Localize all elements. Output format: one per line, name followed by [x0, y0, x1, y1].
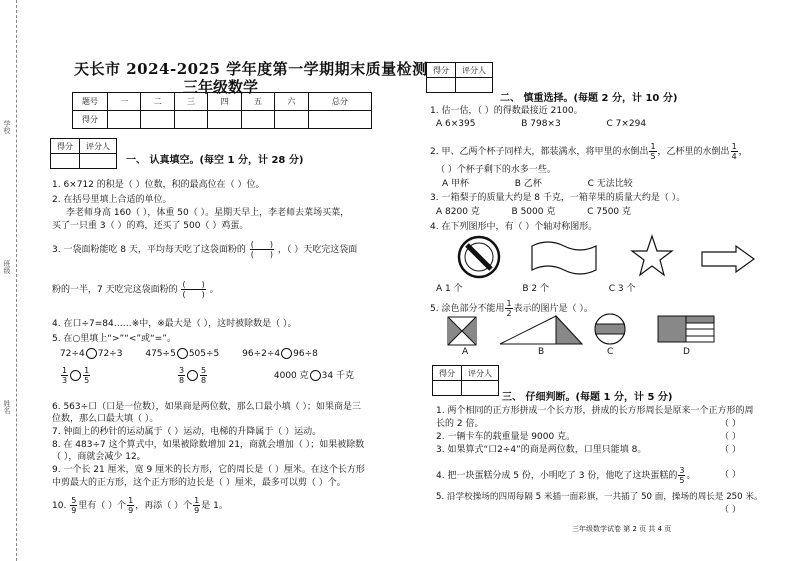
s1-q5: 5. 在○里填上“>”“<”或“=”。 [52, 334, 176, 344]
score-header-cell: 一 [108, 93, 141, 111]
picture-d [656, 314, 718, 344]
section1-score-box [50, 138, 117, 169]
margin-school: 学校 [3, 120, 11, 134]
arrow-figure [700, 244, 756, 274]
s1-q9a: 9. 一个长 21 厘米，宽 9 厘米的长方形，它的周长是（ ）厘米。在这个长方形 [52, 465, 365, 475]
score-header-cell: 总分 [308, 93, 371, 111]
picture-a [440, 316, 490, 346]
star-figure [630, 234, 674, 278]
score-header-cell: 三 [174, 93, 207, 111]
binding-line [16, 0, 18, 561]
section3-score-box [432, 365, 499, 396]
compare-circle [86, 348, 97, 359]
score-header-cell: 六 [275, 93, 308, 111]
s1-q10: 10. $\frac{5}{9}$ 里有（ ）个 $\frac{1}{9}$ ，再添（ ）个 $\frac{1}{9}$ 是 1。 [52, 496, 228, 515]
s2-q5: 5. 涂色部分不能用 $\frac{1}{2}$ 表示的图片是（ ）。 [430, 299, 593, 318]
picture-b [496, 314, 586, 346]
s2-q2: 2. 甲、乙两个杯子同样大，都装满水，将甲里的水倒出 $\frac{1}{5}$ ，乙杯里的水倒出 $\frac{1}{4}$ ， [430, 142, 748, 161]
grader-box-label: 评分人 [462, 366, 499, 381]
section2-score-box [426, 62, 493, 93]
s2-q4: 4. 在下列图形中，有（ ）个轴对称图形。 [430, 222, 598, 232]
score-box-label: 得分 [51, 139, 80, 154]
s2-q3: 3. 一箱梨子的质量大约是 8 千克，一箱苹果的质量大约是（ ）。 [430, 193, 686, 203]
no-sign-figure [454, 234, 504, 280]
compare-circle [281, 348, 292, 359]
margin-name: 姓名 [3, 400, 11, 414]
s3-q5: 5. 沿学校操场的四周每隔 5 米插一面彩旗，一共插了 50 面，操场的周长是 250 米。 [436, 492, 763, 502]
s1-q3b: 粉的一半，7 天吃完这袋面粉的 $\frac{( )}{( )}$ 。 [52, 280, 219, 299]
section1-heading: 一、 认真填空。(每空 1 分，计 28 分) [126, 155, 304, 166]
s3-q3: 3. 如果算式“口2÷4”的商是两位数，口里只能填 8。 [436, 445, 647, 455]
s1-q6b: 位数，那么口最大填（ ）。 [52, 414, 159, 424]
score-box-label: 得分 [433, 366, 462, 381]
s1-q2b: 买了一只重 3（ ）的鸡，还买了 500（ ）鸡蛋。 [52, 221, 249, 231]
score-header-cell: 四 [208, 93, 241, 111]
s1-q2a: 李老师身高 160（ ），体重 50（ ）。星期天早上，李老师去菜场买菜， [66, 208, 350, 218]
section3-heading: 三、 仔细判断。(每题 1 分，计 5 分) [502, 392, 673, 403]
s2-q1: 1. 估一估，（ ）的得数最接近 2100。 [430, 106, 583, 116]
s1-q9b: 中剪最大的正方形，这个正方形的边长是（ ）厘米，最多可以剪（ ）个。 [52, 478, 346, 488]
s2-q1-options: A 6×395 B 798×3 C 7×294 [436, 119, 647, 129]
s1-q8a: 8. 在 483÷7 这个算式中，如果被除数增加 21，商就会增加（ ）；如果被除数 [52, 440, 365, 450]
s3-q2: 2. 一辆卡车的载重量是 9000 克。 [436, 432, 576, 442]
s1-q2: 2. 在括号里填上合适的单位。 [52, 195, 172, 205]
fraction-blank: $\frac{( )}{( )}$ [182, 280, 205, 299]
s1-q6a: 6. 563÷口（口是一位数），如果商是两位数，那么口最小填（ ）；如果商是三 [52, 402, 362, 412]
s3-q2-answer[interactable]: （ ） [720, 432, 741, 442]
s3-q4: 4. 把一块蛋糕分成 5 份，小明吃了 3 份，他吃了这块蛋糕的 $\frac{3}{5}$ 。 [436, 466, 696, 485]
s3-q4-answer[interactable]: （ ） [720, 470, 741, 480]
grader-box-label: 评分人 [456, 63, 493, 78]
margin-class: 班级 [3, 260, 11, 274]
s2-q2b: （ ）个杯子剩下的水多一些。 [436, 165, 556, 175]
s1-q4: 4. 在口÷7=84……※中，※最大是（ ），这时被除数是（ ）。 [52, 319, 297, 329]
score-header-cell: 题号 [73, 93, 108, 111]
page-footer: 三年级数学试卷 第 2 页 共 4 页 [572, 525, 672, 533]
compare-circle [70, 370, 81, 381]
fraction-blank: $\frac{( )}{( )}$ [250, 240, 274, 259]
section2-heading: 二、 慎重选择。(每题 2 分，计 10 分) [500, 93, 678, 104]
s3-q1b: 长的 2 倍。 [436, 419, 484, 429]
picture-b-label: B [538, 347, 545, 357]
score-table [72, 92, 372, 129]
compare-circle [177, 348, 188, 359]
s3-q1a: 1. 两个相同的正方形拼成一个长方形，拼成的长方形周长是原来一个正方形的周 [436, 406, 754, 416]
grader-box-label: 评分人 [80, 139, 117, 154]
picture-c-label: C [607, 347, 614, 357]
picture-a-label: A [462, 347, 469, 357]
page-title: 天长市 2024-2025 学年度第一学期期末质量检测 [74, 60, 428, 78]
s1-q7: 7. 钟面上的秒针的运动属于（ ）运动，电梯的升降属于（ ）运动。 [52, 427, 322, 437]
s1-q3: 3. 一袋面粉能吃 8 天，平均每天吃了这袋面粉的 $\frac{( )}{( )}$ ，（ ）天吃完这袋面 [52, 240, 358, 259]
s3-q1-answer[interactable]: （ ） [720, 419, 741, 429]
score-box-label: 得分 [427, 63, 456, 78]
s2-q4-options: A 1 个 B 2 个 C 3 个 [436, 284, 636, 294]
s1-q5-row2: $\frac{1}{3}$ $\frac{1}{5}$ $\frac{3}{8}$ $\frac{5}{8}$ 4000 克 34 千克 [62, 366, 354, 385]
s3-q3-answer[interactable]: （ ） [720, 445, 741, 455]
score-header-cell: 五 [241, 93, 274, 111]
ribbon-figure [528, 238, 600, 278]
s1-q5-row1: 72÷4 72÷3 475÷5 505÷5 96÷2÷4 96÷8 [60, 349, 318, 359]
compare-circle [310, 370, 321, 381]
s2-q2-options: A 甲杯 B 乙杯 C 无法比较 [442, 179, 633, 189]
picture-c [590, 312, 630, 346]
picture-d-label: D [683, 347, 690, 357]
s1-q8b: （ ），商就会减少 12。 [52, 452, 146, 462]
score-header-cell: 二 [141, 93, 174, 111]
s1-q1: 1. 6×712 的积是（ ）位数，积的最高位在（ ）位。 [52, 180, 265, 190]
s3-q5-answer[interactable]: （ ） [720, 505, 741, 515]
s2-q3-options: A 8200 克 B 5000 克 C 7500 克 [436, 207, 632, 217]
score-row-label: 得分 [73, 111, 108, 129]
compare-circle [187, 370, 198, 381]
page-subtitle: 三年级数学 [183, 78, 259, 96]
